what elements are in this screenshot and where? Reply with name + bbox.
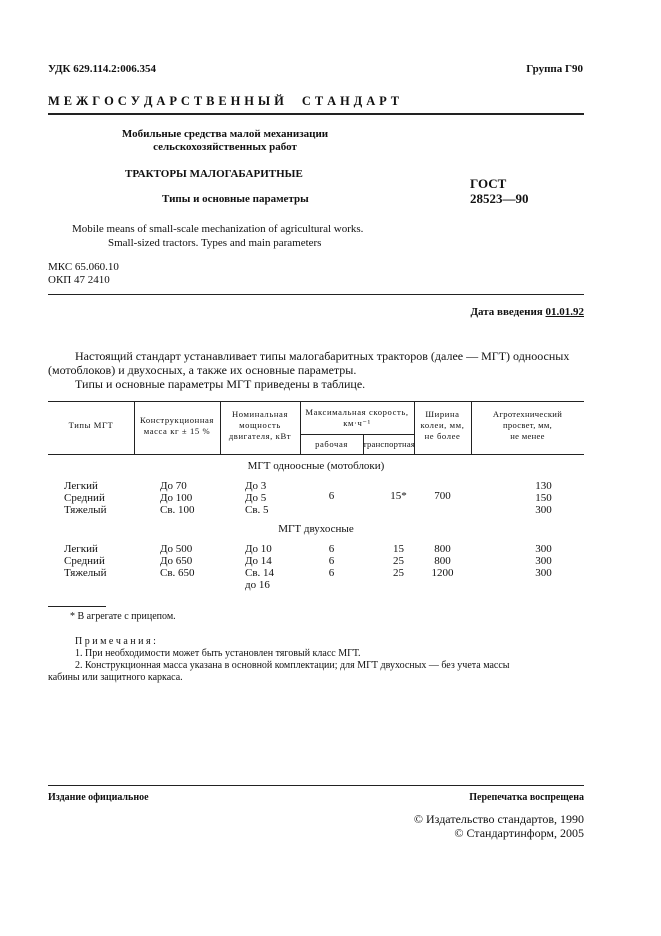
table-cell: 6 [328, 543, 335, 555]
one-axle-power [245, 480, 269, 516]
group-code: Группа Г90 [526, 63, 583, 75]
header-power [220, 409, 300, 442]
gost-label: ГОСТ [470, 176, 507, 191]
table-cell: До 70 [160, 480, 187, 492]
document-subtitle: Типы и основные параметры [162, 193, 309, 205]
table-cell: 25 [393, 555, 404, 567]
header-speed [300, 407, 414, 429]
table-cell: 6 [328, 555, 335, 567]
table-header-bottom-rule [48, 454, 584, 455]
table-cell: 800 [434, 555, 451, 567]
note-1: 1. При необходимости может быть установлен тяговый класс МГТ. [75, 648, 361, 659]
table-cell: 150 [535, 492, 552, 504]
table-cell: До 650 [160, 555, 193, 567]
document-title: ТРАКТОРЫ МАЛОГАБАРИТНЫЕ [125, 168, 303, 180]
title-line1: Мобильные средства малой механизации [121, 128, 329, 140]
table-cell: До 10 [245, 543, 272, 555]
one-axle-speed-work: 6 [328, 490, 335, 502]
intro-paragraph1-line2: (мотоблоков) и двухосных, а также их основные параметры. [48, 363, 357, 377]
table-cell: Тяжелый [64, 504, 107, 516]
copyright-2005: © Стандартинформ, 2005 [454, 826, 584, 840]
header-power-line1: Номинальная [231, 409, 289, 419]
one-axle-track: 700 [434, 490, 451, 502]
effective-date-value: 01.01.92 [545, 306, 584, 318]
header-mass-line1: Конструкционная [140, 415, 214, 425]
title-block [95, 128, 355, 154]
copyright-1990: © Издательство стандартов, 1990 [413, 812, 584, 826]
effective-date [470, 306, 584, 318]
one-axle-clearance [471, 480, 616, 516]
banner-rule [48, 113, 584, 115]
header-track [414, 409, 471, 442]
table-cell: 800 [434, 543, 451, 555]
english-title-line1: Mobile means of small-scale mechanization of agricultural works. [72, 223, 364, 235]
table-cell: 300 [535, 504, 552, 516]
two-axle-clearance [471, 543, 616, 579]
two-axle-mass [160, 543, 195, 579]
table-cell: 25 [393, 567, 404, 579]
header-speed-line1: Максимальная скорость, [305, 407, 409, 417]
table-cell: Легкий [64, 543, 98, 555]
title-line2: сельскохозяйственных работ [153, 141, 297, 153]
table-cell: Средний [64, 492, 105, 504]
table-cell: Св. 5 [245, 504, 269, 516]
table-cell: До 3 [245, 480, 267, 492]
header-types: Типы МГТ [68, 420, 114, 430]
official-edition: Издание официальное [48, 792, 149, 803]
intro-paragraph1-line1: Настоящий стандарт устанавливает типы малогабаритных тракторов (далее — МГТ) одноосных [75, 349, 570, 363]
header-mass-line2: масса кг ± 15 % [143, 426, 211, 436]
header-speed-line2: км·ч⁻¹ [343, 418, 371, 428]
table-cell: Тяжелый [64, 567, 107, 579]
two-axle-speed-work [300, 543, 363, 579]
header-mass [134, 415, 220, 437]
two-axle-types [64, 543, 106, 579]
two-axle-track [414, 543, 471, 579]
english-title [72, 222, 363, 250]
intro-paragraph2: Типы и основные параметры МГТ приведены в таблице. [75, 377, 366, 391]
effective-date-label: Дата введения [470, 306, 543, 318]
notes [48, 636, 584, 684]
footnote: * В агрегате с прицепом. [70, 611, 176, 622]
reprint-prohibited: Перепечатка воспрещена [469, 792, 584, 803]
one-axle-speed-transport: 15* [390, 490, 407, 502]
header-track-line1: Ширина [425, 409, 460, 419]
copyright-block [414, 812, 584, 840]
table-cell: Легкий [64, 480, 98, 492]
table-cell: До 5 [245, 492, 267, 504]
section-one-axle: МГТ одноосные (мотоблоки) [247, 460, 385, 472]
table-cell: До 100 [160, 492, 193, 504]
footer-rule [48, 785, 584, 786]
udk-code: УДК 629.114.2:006.354 [48, 63, 157, 75]
mks-code: МКС 65.060.10 [48, 261, 119, 273]
table-cell: до 16 [245, 579, 270, 591]
table-cell: До 500 [160, 543, 193, 555]
intro-text [48, 349, 584, 391]
note-2-line2: кабины или защитного каркаса. [48, 672, 183, 683]
one-axle-types [64, 480, 106, 516]
table-cell: 300 [535, 543, 552, 555]
two-axle-power [245, 543, 274, 591]
header-clearance-line3: не менее [510, 431, 545, 441]
header-speed-transport: транспортная [363, 439, 415, 449]
table-cell: Средний [64, 555, 105, 567]
classification-codes [48, 261, 119, 287]
footnote-rule [48, 606, 106, 607]
title-rule [48, 294, 584, 295]
table-cell: 6 [328, 567, 335, 579]
okp-code: ОКП 47 2410 [48, 274, 110, 286]
header-clearance-line2: просвет, мм, [502, 420, 553, 430]
header-track-line2: колеи, мм, [420, 420, 465, 430]
table-cell: 1200 [431, 567, 454, 579]
section-two-axle: МГТ двухосные [278, 523, 354, 535]
table-cell: 15 [393, 543, 404, 555]
table-cell: Св. 14 [245, 567, 275, 579]
header-clearance [471, 409, 584, 442]
gost-number: 28523—90 [470, 191, 529, 206]
table-cell: 130 [535, 480, 552, 492]
table-cell: Св. 100 [160, 504, 195, 516]
header-track-line3: не более [424, 431, 461, 441]
header-speed-work: рабочая [315, 439, 348, 449]
one-axle-mass [160, 480, 195, 516]
header-power-line3: двигателя, кВт [228, 431, 292, 441]
table-cell: Св. 650 [160, 567, 195, 579]
gost-block [470, 176, 529, 206]
english-title-line2: Small-sized tractors. Types and main parameters [108, 237, 322, 249]
interstate-standard-banner: М Е Ж Г О С У Д А Р С Т В Е Н Н Ы Й С Т А Н Д А Р Т [48, 94, 400, 108]
table-cell: 300 [535, 567, 552, 579]
table-cell: 300 [535, 555, 552, 567]
header-clearance-line1: Агротехнический [492, 409, 563, 419]
table-cell: До 14 [245, 555, 272, 567]
table-top-rule [48, 401, 584, 402]
speed-subheader-rule [300, 434, 414, 435]
note-2-line1: 2. Конструкционная масса указана в основной комплектации; для МГТ двухосных — без учета массы [75, 660, 510, 671]
header-power-line2: мощность [239, 420, 281, 430]
notes-title: П р и м е ч а н и я : [75, 636, 156, 647]
